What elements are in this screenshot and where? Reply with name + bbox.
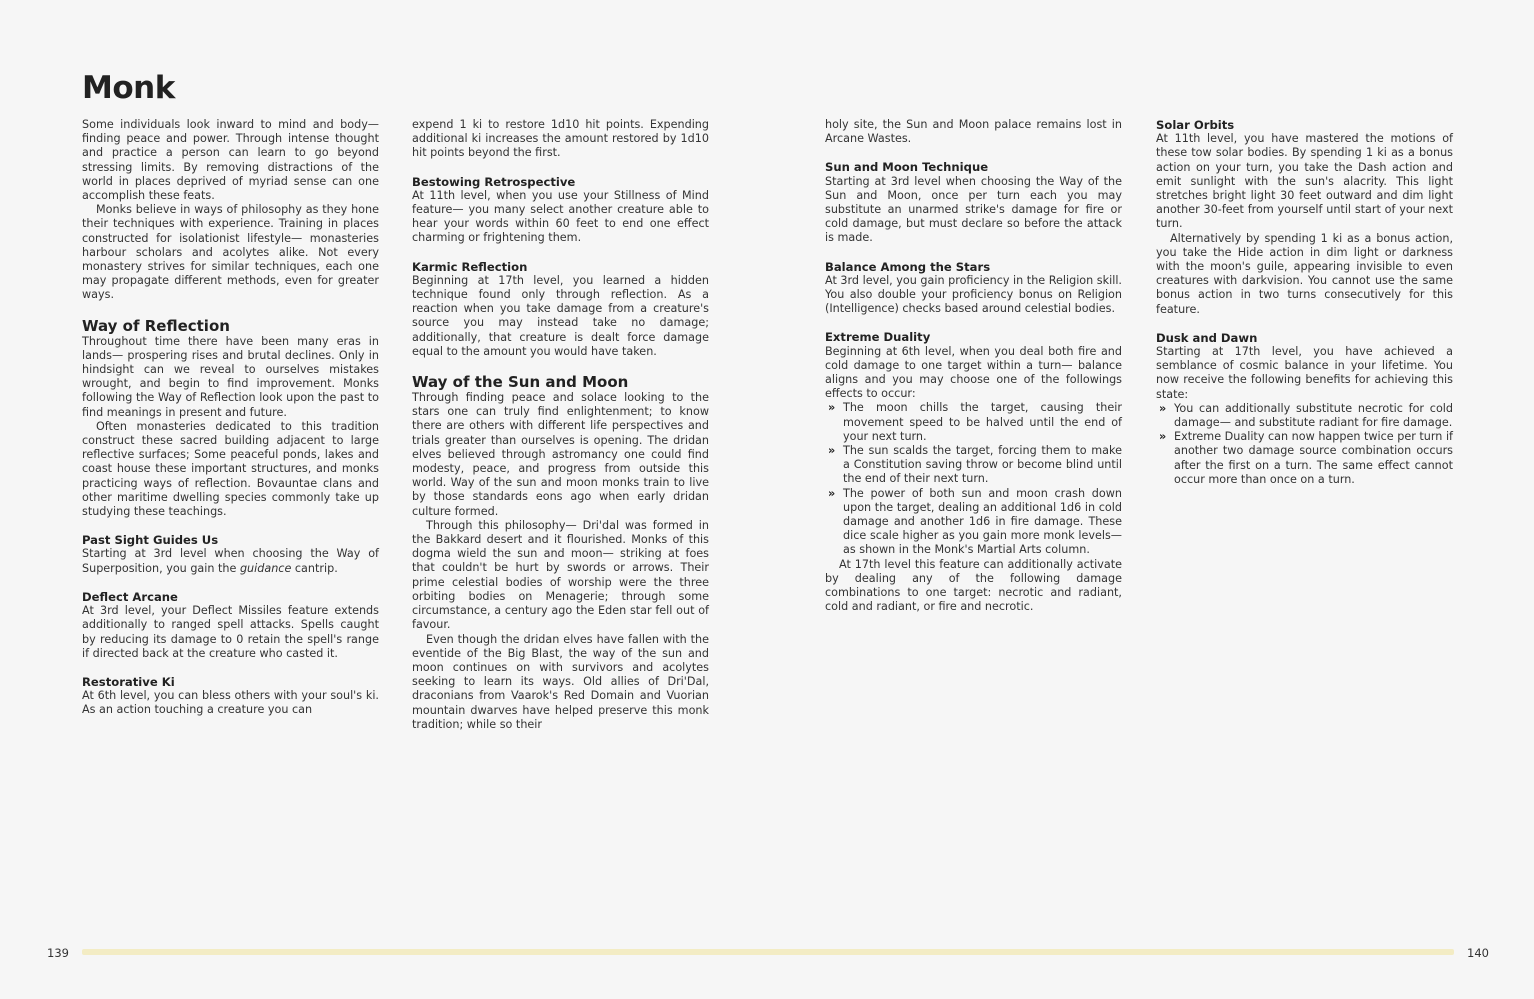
feature-heading-bestowing-retrospective: Bestowing Retrospective [412, 174, 576, 189]
section-heading-way-of-reflection: Way of Reflection [82, 316, 230, 335]
list-item: » The moon chills the target, causing their movement speed to be halved until the end of your next turn. [828, 401, 1122, 443]
restorative-ki-continued: expend 1 ki to restore 1d10 hit points. Expending additional ki increases the amount restored by 1d10 hit points beyond the first. [412, 118, 709, 160]
bestowing-paragraph: At 11th level, when you use your Stillness of Mind feature— you many select another creature able to hear your words within 60 feet to end one effect charming or frightening them. [412, 188, 709, 245]
feature-heading-past-sight: Past Sight Guides Us [82, 533, 219, 548]
column-3 [825, 118, 1122, 615]
list-item: » You can additionally substitute necrotic for cold damage— and substitute radiant for fire damage. [1159, 401, 1453, 430]
list-item: » The power of both sun and moon crash down upon the target, dealing an additional 1d6 in cold damage and another 1d6 in fire damage. These dice scale higher as you gain more monk levels— as shown in the Monk's Martial Arts column. [828, 486, 1122, 557]
feature-heading-solar-orbits: Solar Orbits [1156, 118, 1235, 132]
technique-paragraph: Starting at 3rd level when choosing the Way of the Sun and Moon, once per turn each you may substitute an unarmed strike's damage for fire or cold damage, but must declare so before the attack is made. [825, 174, 1122, 245]
list-item: » The sun scalds the target, forcing them to make a Constitution saving throw or become blind until the end of their next turn. [828, 444, 1122, 486]
sun-moon-continued: holy site, the Sun and Moon palace remains lost in Arcane Wastes. [825, 118, 1122, 146]
feature-heading-sun-moon-technique: Sun and Moon Technique [825, 160, 989, 175]
section-heading-way-of-sun-and-moon: Way of the Sun and Moon [412, 373, 629, 392]
sun-moon-paragraph-3: Even though the dridan elves have fallen with the eventide of the Big Blast, the way of the sun and moon continues on with survivors and acolytes seeking to learn its ways. Old allies of Dri'Dal, draconians from Vaarok's Red Domain and Vuorian mountain dwarves have helped preserve this monk tradition; while so their [412, 632, 709, 731]
feature-heading-extreme-duality: Extreme Duality [825, 330, 931, 345]
restorative-ki-paragraph: At 6th level, you can bless others with your soul's ki. As an action touching a creature you can [82, 689, 379, 717]
past-sight-paragraph: Starting at 3rd level when choosing the Way of Superposition, you gain the guidance cantrip. [82, 547, 379, 575]
reflection-paragraph-1: Throughout time there have been many eras in lands— prospering rises and brutal declines. Only in hindsight can we reveal to ourselves mistakes wrought, and begin to find improvement. Monks following the Way of Reflection look upon the past to find meanings in present and future. [82, 334, 379, 419]
intro-paragraph-2: Monks believe in ways of philosophy as they hone their techniques with experience. Training in places constructed for isolationist lifestyle— monasteries harbour scholars and acolytes alike. Not every monastery strives for similar techniques, each one may propagate different methods, even for greater ways. [82, 203, 379, 302]
karmic-paragraph: Beginning at 17th level, you learned a hidden technique found only through reflection. As a reaction when you take damage from a creature's source you may instead take no damage; additionally, that creature is dealt force damage equal to the amount you would have taken. [412, 273, 709, 358]
column-4 [1156, 118, 1453, 487]
column-1 [82, 118, 379, 718]
bullet-glyph: » [1159, 401, 1167, 415]
dusk-bullet-list [1156, 402, 1453, 487]
duality-bullet-list [825, 401, 1122, 557]
duality-paragraph-2: At 17th level this feature can additionally activate by dealing any of the following damage combinations to one target: necrotic and radiant, cold and radiant, or fire and necrotic. [825, 557, 1122, 614]
bullet-glyph: » [828, 444, 836, 458]
column-2 [412, 118, 709, 732]
sun-moon-paragraph-2: Through this philosophy— Dri'dal was formed in the Bakkard desert and it flourished. Monks of this dogma wield the sun and moon— striking at foes that couldn't be hurt by swords or arrows. Their prime celestial bodies of worship were the three orbiting bodies on Menagerie; through some circumstance, a century ago the Eden star fell out of favour. [412, 518, 709, 632]
page-number-right: 140 [1467, 946, 1489, 960]
feature-heading-deflect-arcane: Deflect Arcane [82, 589, 178, 604]
bullet-glyph: » [828, 401, 836, 415]
dusk-paragraph: Starting at 17th level, you have achieved a semblance of cosmic balance in your lifetime. You now receive the following benefits for achieving this state: [1156, 345, 1453, 401]
feature-heading-dusk-and-dawn: Dusk and Dawn [1156, 330, 1258, 345]
sun-moon-paragraph-1: Through finding peace and solace looking to the stars one can truly find enlightenment; to know there are others with different life perspectives and trials greater than ourselves is opening. The dridan elves believed through astromancy one could find modesty, peace, and progress from outside this world. Way of the sun and moon monks train to live by those standards eons ago when early dridan culture formed. [412, 391, 709, 518]
feature-heading-restorative-ki: Restorative Ki [82, 674, 175, 689]
duality-paragraph: Beginning at 6th level, when you deal both fire and cold damage to one target within a turn— balance aligns and you may choose one of the followings effects to occur: [825, 344, 1122, 401]
bullet-glyph: » [1159, 430, 1167, 444]
bullet-glyph: » [828, 486, 836, 500]
feature-heading-balance-among-stars: Balance Among the Stars [825, 259, 991, 274]
guidance-cantrip-name: guidance [239, 561, 292, 575]
footer-band [82, 949, 1454, 955]
balance-paragraph: At 3rd level, you gain proficiency in the Religion skill. You also double your proficiency bonus on Religion (Intelligence) checks based around celestial bodies. [825, 273, 1122, 316]
intro-paragraph-1: Some individuals look inward to mind and body— finding peace and power. Through intense thought and practice a person can learn to go beyond stressing limits. By removing distractions of the world in places deprived of myriad sense can one accomplish these feats. [82, 118, 379, 203]
orbits-paragraph-1: At 11th level, you have mastered the motions of these tow solar bodies. By spending 1 ki as a bonus action on your turn, you take the Dash action and emit sunlight with the sun's alacrity. This light stretches bright light 30 feet outward and dim light another 30-feet from yourself until start of your next turn. [1156, 132, 1453, 231]
page-title: Monk [82, 70, 175, 106]
feature-heading-karmic-reflection: Karmic Reflection [412, 259, 528, 274]
list-item: » Extreme Duality can now happen twice per turn if another two damage source combination occurs after the first on a turn. The same effect cannot occur more than once on a turn. [1159, 430, 1453, 486]
deflect-arcane-paragraph: At 3rd level, your Deflect Missiles feature extends additionally to ranged spell attacks. Spells caught by reducing its damage to 0 retain the spell's range if directed back at the creature who casted it. [82, 604, 379, 660]
page-number-left: 139 [47, 946, 69, 960]
reflection-paragraph-2: Often monasteries dedicated to this tradition construct these sacred building adjacent to large reflective surfaces; Some peaceful ponds, lakes and coast house these important structures, and monks practicing ways of reflection. Bovauntae clans and other maritime dwelling species commonly take up studying these teachings. [82, 419, 379, 519]
orbits-paragraph-2: Alternatively by spending 1 ki as a bonus action, you take the Hide action in dim light or darkness with the moon's guile, appearing invisible to even creatures with darkvision. You cannot use the same bonus action in two turns consecutively for this feature. [1156, 231, 1453, 316]
